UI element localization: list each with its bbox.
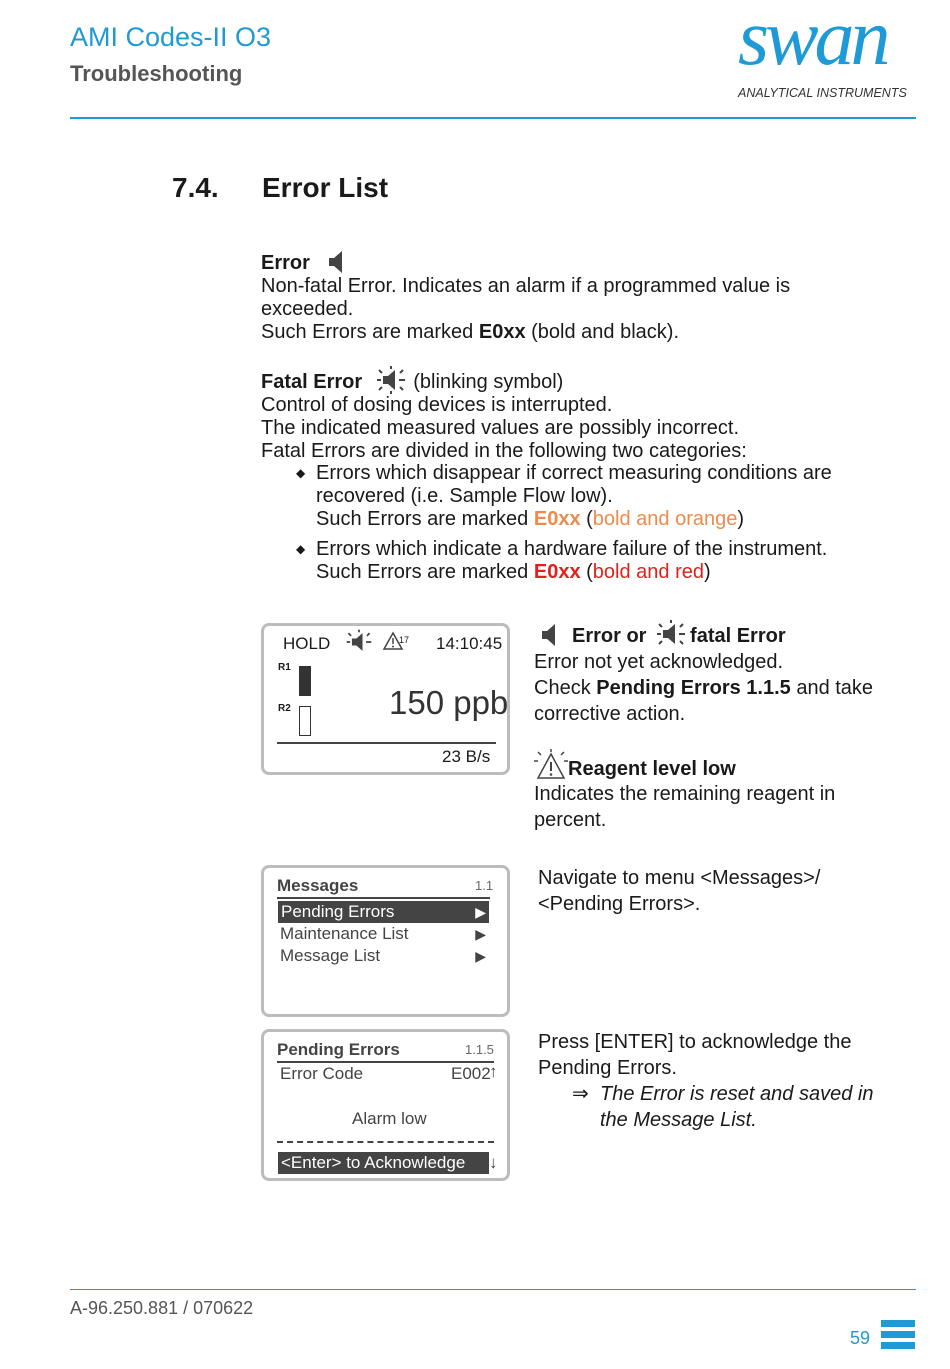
legend-reagent-heading: Reagent level low bbox=[534, 749, 736, 782]
error-line-3: Such Errors are marked E0xx (bold and black). bbox=[261, 321, 679, 343]
arrow-down-icon: ↓ bbox=[489, 1153, 498, 1172]
error-code-label: Error Code bbox=[280, 1064, 364, 1083]
clock-time: 14:10:45 bbox=[436, 634, 503, 653]
page-bars-icon bbox=[881, 1320, 915, 1353]
legend-error-text: Error not yet acknowledged. Check Pending Errors 1.1.5 and take corrective action. bbox=[534, 651, 874, 725]
pending-menu-number: 1.1.5 bbox=[465, 1042, 494, 1057]
acknowledge-button[interactable]: <Enter> to Acknowledge bbox=[278, 1152, 489, 1174]
swan-logo bbox=[738, 0, 918, 102]
result-text: The Error is reset and saved in the Message List. bbox=[600, 1083, 874, 1131]
relay-r1-bar bbox=[299, 666, 311, 696]
document-number: A-96.250.881 / 070622 bbox=[70, 1298, 254, 1318]
menu-item-pending-errors[interactable]: Pending Errors ▶ bbox=[278, 901, 489, 923]
document-title: AMI Codes-II O3 bbox=[70, 22, 272, 52]
legend-reagent-text: Indicates the remaining reagent in percent. bbox=[534, 783, 836, 831]
section-number: 7.4. bbox=[172, 172, 219, 203]
lcd-divider bbox=[277, 897, 490, 899]
menu-item-maintenance-list[interactable]: Maintenance List ▶ bbox=[280, 924, 486, 943]
measured-value: 150 ppb bbox=[389, 684, 509, 721]
hold-label: HOLD bbox=[283, 634, 331, 653]
lcd-divider bbox=[277, 1061, 494, 1063]
result-arrow: ⇒ bbox=[572, 1083, 589, 1105]
section-title: Error List bbox=[262, 172, 389, 203]
legend-error-heading: Error or fatal Error bbox=[534, 620, 786, 649]
error-line-1: Non-fatal Error. Indicates an alarm if a programmed value is bbox=[261, 275, 791, 297]
lcd-pending-errors bbox=[261, 1029, 510, 1181]
relay-r2-label: R2 bbox=[278, 703, 291, 714]
footer-divider bbox=[70, 1289, 916, 1290]
navigate-instruction: Navigate to menu <Messages>/ <Pending Errors>. bbox=[538, 867, 821, 915]
bullet-diamond-icon: ◆ bbox=[296, 466, 306, 480]
reagent-level: 17 bbox=[399, 635, 410, 645]
document-subtitle: Troubleshooting bbox=[70, 61, 243, 86]
relay-r1-label: R1 bbox=[278, 662, 291, 673]
lcd-divider bbox=[277, 742, 496, 744]
messages-title: Messages bbox=[277, 876, 359, 895]
logo-tagline: ANALYTICAL INSTRUMENTS bbox=[738, 86, 907, 100]
error-code-value: E002 bbox=[451, 1064, 491, 1083]
menu-item-message-list[interactable]: Message List ▶ bbox=[280, 946, 486, 965]
alarm-text: Alarm low bbox=[352, 1109, 427, 1128]
bullet-orange: Errors which disappear if correct measuring conditions are recovered (i.e. Sample Flow low). Such Errors are marked E0xx (bold and orange) bbox=[316, 462, 832, 530]
lcd-dashed-divider bbox=[277, 1141, 494, 1143]
speaker-icon bbox=[540, 623, 560, 647]
blinking-speaker-icon bbox=[654, 620, 688, 648]
sample-flow: 23 B/s bbox=[442, 747, 491, 766]
speaker-icon bbox=[327, 250, 347, 274]
chevron-right-icon: ▶ bbox=[475, 904, 486, 920]
bullet-red: Errors which indicate a hardware failure of the instrument. Such Errors are marked E0xx (bold and red) bbox=[316, 538, 828, 583]
lcd-main-display bbox=[261, 623, 510, 775]
blinking-speaker-icon bbox=[374, 366, 408, 394]
fatal-line-3: Fatal Errors are divided in the following two categories: bbox=[261, 440, 747, 462]
bullet-diamond-icon: ◆ bbox=[296, 542, 306, 556]
error-line-2: exceeded. bbox=[261, 298, 354, 320]
error-heading: Error bbox=[261, 252, 310, 274]
chevron-right-icon: ▶ bbox=[475, 926, 486, 942]
pending-errors-title: Pending Errors bbox=[277, 1040, 400, 1059]
acknowledge-instruction: Press [ENTER] to acknowledge the Pending Errors. bbox=[538, 1031, 852, 1079]
lcd-messages-menu bbox=[261, 865, 510, 1017]
blinking-speaker-icon bbox=[344, 628, 374, 656]
logo-wordmark: swan bbox=[738, 0, 887, 82]
chevron-right-icon: ▶ bbox=[475, 948, 486, 964]
fatal-heading-suffix: (blinking symbol) bbox=[407, 371, 564, 393]
page-number: 59 bbox=[850, 1328, 871, 1348]
fatal-line-2: The indicated measured values are possibly incorrect. bbox=[261, 417, 740, 439]
messages-menu-number: 1.1 bbox=[475, 878, 494, 893]
arrow-up-icon: ↑ bbox=[489, 1062, 498, 1081]
warning-triangle-icon bbox=[534, 749, 568, 781]
relay-r2-bar bbox=[299, 706, 311, 736]
error-description bbox=[261, 250, 790, 344]
fatal-error-heading: Fatal Error bbox=[261, 371, 363, 393]
fatal-error-description bbox=[261, 366, 747, 463]
header-divider bbox=[70, 117, 916, 119]
fatal-line-1: Control of dosing devices is interrupted. bbox=[261, 394, 613, 416]
